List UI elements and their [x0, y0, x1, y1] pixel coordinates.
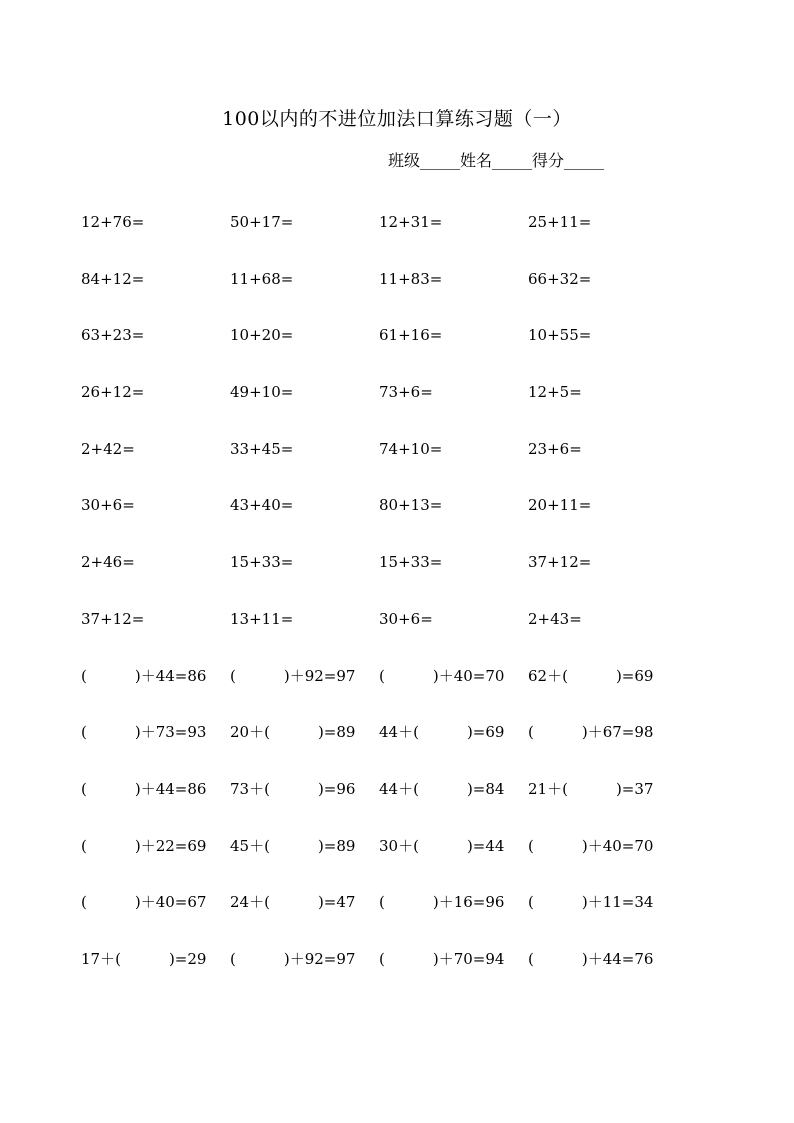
problem-item [230, 438, 379, 460]
problem-item [230, 268, 379, 290]
problem-row [81, 324, 681, 381]
problem-item [81, 778, 230, 800]
problem-row [81, 211, 681, 268]
problem-text: 80+13= [379, 496, 443, 515]
problem-prefix: 24＋( [230, 893, 270, 912]
problem-prefix: 62＋( [528, 666, 568, 685]
problem-item [230, 324, 379, 346]
problem-item [379, 721, 528, 743]
problem-suffix: )=89 [317, 723, 356, 742]
problem-item [379, 835, 528, 857]
problem-item [379, 494, 528, 516]
problem-text: 37+12= [81, 609, 145, 628]
problem-suffix: )＋92=97 [283, 949, 356, 968]
problem-text: 49+10= [230, 383, 294, 402]
problem-item [528, 948, 677, 970]
problem-row [81, 891, 681, 948]
problem-item [528, 778, 677, 800]
problem-prefix: 20＋( [230, 723, 270, 742]
problem-prefix: ( [379, 893, 385, 912]
problem-prefix: ( [81, 723, 87, 742]
problem-text: 2+42= [81, 439, 135, 458]
problem-text: 2+43= [528, 609, 582, 628]
problem-prefix: ( [81, 836, 87, 855]
problem-suffix: )=89 [317, 836, 356, 855]
problem-text: 37+12= [528, 553, 592, 572]
problem-text: 10+20= [230, 326, 294, 345]
problem-row [81, 381, 681, 438]
problem-suffix: )=84 [466, 779, 505, 798]
problem-text: 26+12= [81, 383, 145, 402]
problem-item [528, 268, 677, 290]
problem-item [528, 438, 677, 460]
problem-item [230, 891, 379, 913]
problem-suffix: )＋44=76 [581, 949, 654, 968]
problem-prefix: ( [81, 779, 87, 798]
problem-item [81, 494, 230, 516]
problem-suffix: )＋11=34 [581, 893, 654, 912]
problem-suffix: )=37 [615, 779, 654, 798]
problem-text: 63+23= [81, 326, 145, 345]
problem-item [230, 721, 379, 743]
problem-text: 2+46= [81, 553, 135, 572]
problem-item [379, 211, 528, 233]
problem-row [81, 608, 681, 665]
problem-item [230, 665, 379, 687]
problem-item [81, 324, 230, 346]
problem-prefix: ( [230, 949, 236, 968]
problem-text: 61+16= [379, 326, 443, 345]
problem-item [528, 665, 677, 687]
problem-suffix: )＋44=86 [134, 666, 207, 685]
problem-text: 15+33= [379, 553, 443, 572]
page-title: 100以内的不进位加法口算练习题（一） [222, 108, 572, 130]
problem-prefix: 21＋( [528, 779, 568, 798]
problem-item [379, 381, 528, 403]
problem-item [230, 494, 379, 516]
problem-suffix: )＋73=93 [134, 723, 207, 742]
problem-suffix: )=69 [615, 666, 654, 685]
problem-suffix: )＋92=97 [283, 666, 356, 685]
problem-item [528, 381, 677, 403]
problem-text: 11+68= [230, 269, 294, 288]
problem-prefix: ( [528, 723, 534, 742]
problem-prefix: ( [528, 893, 534, 912]
problem-suffix: )=96 [317, 779, 356, 798]
problem-row [81, 438, 681, 495]
problem-row [81, 948, 681, 1005]
problem-prefix: ( [81, 893, 87, 912]
problem-item [528, 324, 677, 346]
problem-prefix: ( [379, 949, 385, 968]
problem-suffix: )＋16=96 [432, 893, 505, 912]
problem-suffix: )＋44=86 [134, 779, 207, 798]
problem-suffix: )＋40=67 [134, 893, 207, 912]
problem-prefix: ( [379, 666, 385, 685]
problem-suffix: )＋40=70 [581, 836, 654, 855]
problem-item [81, 948, 230, 970]
problem-grid [81, 211, 681, 1005]
problem-item [230, 381, 379, 403]
problem-item [81, 665, 230, 687]
problem-row [81, 494, 681, 551]
problem-text: 23+6= [528, 439, 582, 458]
problem-item [528, 721, 677, 743]
problem-item [81, 608, 230, 630]
problem-text: 84+12= [81, 269, 145, 288]
problem-item [379, 438, 528, 460]
problem-item [230, 211, 379, 233]
problem-text: 74+10= [379, 439, 443, 458]
problem-item [379, 608, 528, 630]
student-info-line: 班级_____姓名_____得分_____ [388, 151, 605, 170]
problem-item [528, 211, 677, 233]
problem-suffix: )＋67=98 [581, 723, 654, 742]
problem-item [379, 778, 528, 800]
problem-text: 33+45= [230, 439, 294, 458]
problem-text: 20+11= [528, 496, 592, 515]
problem-prefix: 44＋( [379, 779, 419, 798]
problem-text: 30+6= [81, 496, 135, 515]
problem-item [230, 778, 379, 800]
problem-suffix: )=47 [317, 893, 356, 912]
problem-item [81, 835, 230, 857]
problem-prefix: 45＋( [230, 836, 270, 855]
problem-suffix: )＋22=69 [134, 836, 207, 855]
problem-text: 13+11= [230, 609, 294, 628]
problem-suffix: )＋70=94 [432, 949, 505, 968]
problem-prefix: 30＋( [379, 836, 419, 855]
problem-item [379, 948, 528, 970]
problem-row [81, 835, 681, 892]
problem-prefix: 44＋( [379, 723, 419, 742]
problem-row [81, 665, 681, 722]
problem-item [230, 608, 379, 630]
problem-text: 12+5= [528, 383, 582, 402]
problem-text: 43+40= [230, 496, 294, 515]
problem-text: 73+6= [379, 383, 433, 402]
problem-item [528, 891, 677, 913]
problem-item [379, 665, 528, 687]
problem-item [81, 551, 230, 573]
problem-item [379, 551, 528, 573]
problem-item [528, 835, 677, 857]
problem-row [81, 551, 681, 608]
problem-text: 50+17= [230, 213, 294, 231]
problem-row [81, 721, 681, 778]
problem-suffix: )=29 [168, 949, 207, 968]
problem-item [81, 438, 230, 460]
problem-suffix: )＋40=70 [432, 666, 505, 685]
problem-text: 12+76= [81, 213, 145, 231]
problem-prefix: ( [81, 666, 87, 685]
problem-item [379, 268, 528, 290]
problem-item [379, 324, 528, 346]
problem-text: 11+83= [379, 269, 443, 288]
problem-item [528, 551, 677, 573]
problem-item [81, 381, 230, 403]
problem-prefix: 73＋( [230, 779, 270, 798]
problem-text: 25+11= [528, 213, 592, 231]
problem-item [528, 608, 677, 630]
problem-item [81, 721, 230, 743]
problem-row [81, 778, 681, 835]
problem-prefix: ( [230, 666, 236, 685]
problem-item [528, 494, 677, 516]
problem-prefix: ( [528, 836, 534, 855]
problem-item [230, 948, 379, 970]
problem-text: 66+32= [528, 269, 592, 288]
problem-text: 12+31= [379, 213, 443, 231]
problem-suffix: )=69 [466, 723, 505, 742]
problem-text: 30+6= [379, 609, 433, 628]
problem-row [81, 268, 681, 325]
problem-item [230, 551, 379, 573]
problem-item [379, 891, 528, 913]
problem-prefix: ( [528, 949, 534, 968]
problem-text: 10+55= [528, 326, 592, 345]
problem-item [81, 891, 230, 913]
problem-item [230, 835, 379, 857]
problem-prefix: 17＋( [81, 949, 121, 968]
problem-text: 15+33= [230, 553, 294, 572]
problem-item [81, 211, 230, 233]
problem-item [81, 268, 230, 290]
problem-suffix: )=44 [466, 836, 505, 855]
